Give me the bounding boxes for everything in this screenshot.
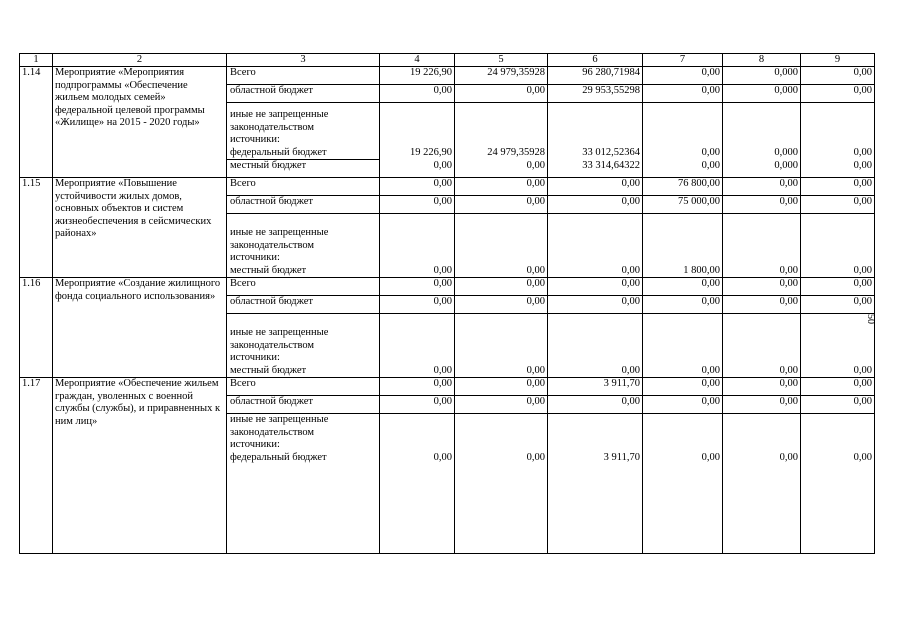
value-cell: 0,00	[548, 396, 643, 414]
source-line: иные не запрещенные	[230, 109, 329, 120]
value-cell: 0,00	[380, 278, 455, 296]
value-cell: 0,00	[548, 178, 643, 196]
value-cell: 0,00	[643, 160, 723, 178]
source-line: законодательством	[230, 426, 315, 438]
value-cell: 0,00	[455, 278, 548, 296]
value-cell: 0,00	[455, 296, 548, 314]
value-cell: 0,00	[380, 378, 455, 396]
value-cell: 0,00	[643, 67, 723, 85]
value-cell: 0,00	[548, 196, 643, 214]
value-cell: 0,00	[723, 314, 801, 378]
value-cell: 0,00	[380, 178, 455, 196]
value-cell: 0,000	[723, 85, 801, 103]
value-cell: 0,00	[723, 214, 801, 278]
value-cell: 0,00	[548, 214, 643, 278]
value-cell: 0,00	[643, 296, 723, 314]
source-line: федеральный бюджет	[230, 146, 327, 158]
header-cell: 4	[380, 54, 455, 67]
value-cell: 0,000	[723, 67, 801, 85]
table-row	[20, 378, 875, 396]
value-cell: 0,00	[455, 214, 548, 278]
source-label-multi	[227, 314, 380, 378]
value-cell: 0,00	[801, 378, 875, 396]
source-line: законодательством	[230, 121, 315, 133]
row-name: Мероприятие «Мероприятия подпрограммы «Обеспечение жильем молодых семей» федеральной целевой программы «Жилище» на 2015 - 2020 годы»	[53, 67, 227, 178]
value-cell: 0,00	[380, 160, 455, 178]
value-cell: 0,00	[723, 178, 801, 196]
value-cell: 0,00	[380, 196, 455, 214]
value-cell: 0,00	[723, 378, 801, 396]
source-label-multi	[227, 214, 380, 278]
value-cell: 75 000,00	[643, 196, 723, 214]
source-label: областной бюджет	[227, 296, 380, 314]
header-cell: 5	[455, 54, 548, 67]
value-cell: 0,00	[723, 396, 801, 414]
value-cell: 0,00	[643, 378, 723, 396]
value-cell: 33 012,52364	[548, 103, 643, 160]
row-name: Мероприятие «Создание жилищного фонда социального использования»	[53, 278, 227, 378]
value-cell: 0,00	[801, 85, 875, 103]
value-cell: 0,00	[643, 103, 723, 160]
source-line: федеральный бюджет	[230, 451, 327, 463]
value-cell: 0,00	[380, 214, 455, 278]
row-id: 1.15	[20, 178, 53, 278]
header-cell: 3	[227, 54, 380, 67]
source-label-multi	[227, 414, 380, 554]
value-cell: 0,00	[723, 278, 801, 296]
value-cell: 0,00	[455, 85, 548, 103]
value-cell: 0,00	[801, 67, 875, 85]
table-row	[20, 278, 875, 296]
value-cell: 0,00	[801, 296, 875, 314]
value-cell: 0,00	[455, 414, 548, 554]
value-cell: 0,00	[801, 278, 875, 296]
value-cell: 19 226,90	[380, 103, 455, 160]
source-label: областной бюджет	[227, 85, 380, 103]
header-cell: 8	[723, 54, 801, 67]
source-line: местный бюджет	[230, 364, 307, 376]
source-label: Всего	[227, 278, 380, 296]
value-cell: 0,00	[455, 196, 548, 214]
source-label: областной бюджет	[227, 396, 380, 414]
source-line: местный бюджет	[230, 264, 307, 276]
value-cell: 0,00	[455, 314, 548, 378]
value-cell: 0,00	[455, 378, 548, 396]
source-label: Всего	[227, 67, 380, 85]
page-number: 50	[865, 314, 876, 324]
source-label: Всего	[227, 378, 380, 396]
value-cell: 0,00	[380, 396, 455, 414]
source-line: источники:	[230, 352, 280, 363]
header-cell: 7	[643, 54, 723, 67]
value-cell: 0,00	[801, 196, 875, 214]
table-row	[20, 178, 875, 196]
header-cell: 2	[53, 54, 227, 67]
value-cell: 0,00	[723, 196, 801, 214]
value-cell: 0,000	[723, 103, 801, 160]
value-cell: 33 314,64322	[548, 160, 643, 178]
source-label: местный бюджет	[227, 160, 380, 178]
source-label: Всего	[227, 178, 380, 196]
source-line: иные не запрещенные	[230, 327, 329, 338]
row-id: 1.17	[20, 378, 53, 554]
value-cell: 0,00	[643, 278, 723, 296]
value-cell: 3 911,70	[548, 414, 643, 554]
row-name: Мероприятие «Повышение устойчивости жилых домов, основных объектов и систем жизнеобеспечения в сейсмических районах»	[53, 178, 227, 278]
value-cell: 0,00	[643, 314, 723, 378]
value-cell: 1 800,00	[643, 214, 723, 278]
header-cell: 6	[548, 54, 643, 67]
value-cell: 96 280,71984	[548, 67, 643, 85]
source-line: иные не запрещенные	[230, 414, 329, 425]
value-cell: 0,00	[380, 296, 455, 314]
source-label: областной бюджет	[227, 196, 380, 214]
budget-table	[19, 53, 875, 554]
value-cell: 24 979,35928	[455, 67, 548, 85]
value-cell: 29 953,55298	[548, 85, 643, 103]
value-cell: 0,00	[548, 314, 643, 378]
row-name: Мероприятие «Обеспечение жильем граждан, уволенных с военной службы (службы), и приравненных к ним лиц»	[53, 378, 227, 554]
header-row	[20, 54, 875, 67]
value-cell: 0,00	[801, 160, 875, 178]
table-row	[20, 67, 875, 85]
value-cell: 0,00	[723, 414, 801, 554]
value-cell: 0,000	[723, 160, 801, 178]
value-cell: 0,00	[801, 414, 875, 554]
value-cell: 3 911,70	[548, 378, 643, 396]
value-cell: 0,00	[455, 396, 548, 414]
value-cell: 0,00	[548, 278, 643, 296]
value-cell: 0,00	[380, 314, 455, 378]
value-cell: 0,00	[643, 396, 723, 414]
value-cell: 0,00	[380, 85, 455, 103]
row-id: 1.14	[20, 67, 53, 178]
source-label-multi	[227, 103, 380, 160]
value-cell: 24 979,35928	[455, 103, 548, 160]
value-cell: 0,00	[455, 160, 548, 178]
value-cell: 0,00	[801, 314, 875, 378]
value-cell: 19 226,90	[380, 67, 455, 85]
value-cell: 0,00	[380, 414, 455, 554]
value-cell: 0,00	[801, 103, 875, 160]
value-cell: 0,00	[643, 85, 723, 103]
value-cell: 0,00	[801, 214, 875, 278]
value-cell: 0,00	[548, 296, 643, 314]
source-line: законодательством	[230, 239, 315, 251]
value-cell: 0,00	[801, 178, 875, 196]
header-cell: 1	[20, 54, 53, 67]
value-cell: 76 800,00	[643, 178, 723, 196]
header-cell: 9	[801, 54, 875, 67]
value-cell: 0,00	[801, 396, 875, 414]
value-cell: 0,00	[455, 178, 548, 196]
source-line: законодательством	[230, 339, 315, 351]
source-line: иные не запрещенные	[230, 227, 329, 238]
source-line: источники:	[230, 134, 280, 145]
value-cell: 0,00	[643, 414, 723, 554]
row-id: 1.16	[20, 278, 53, 378]
value-cell: 0,00	[723, 296, 801, 314]
source-line: источники:	[230, 252, 280, 263]
source-line: источники:	[230, 439, 280, 450]
